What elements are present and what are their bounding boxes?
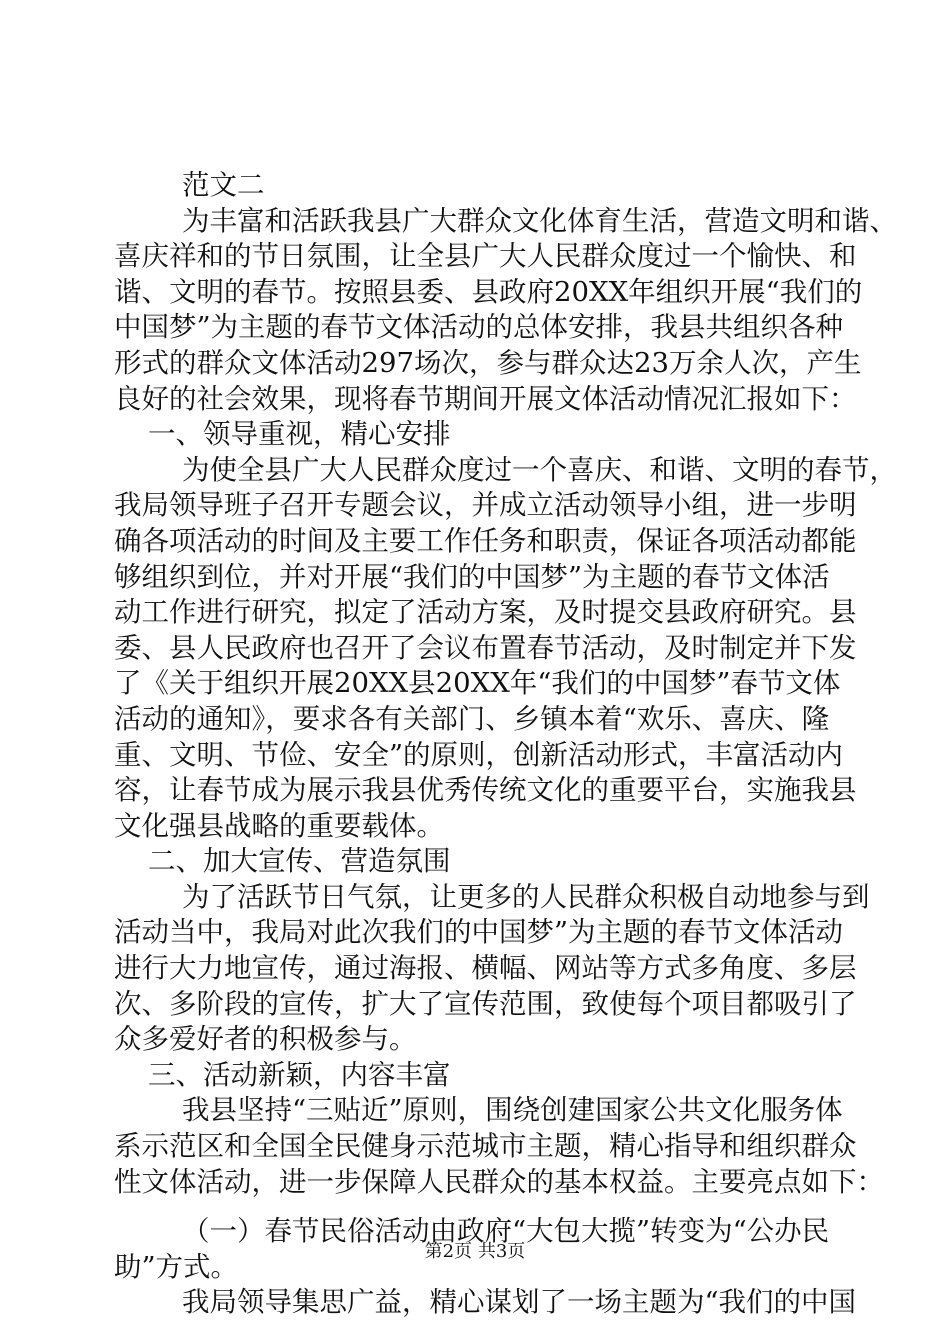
text-line: 形式的群众文体活动297场次，参与群众达23万余人次，产生 bbox=[114, 346, 862, 379]
text-line: 为丰富和活跃我县广大群众文化体育生活，营造文明和谐、 bbox=[182, 204, 897, 237]
text-line: 一、领导重视，精心安排 bbox=[148, 418, 451, 451]
text-line: 谐、文明的春节。按照县委、县政府20XX年组织开展“我们的 bbox=[114, 275, 863, 308]
page-footer: 第2页 共3页 bbox=[424, 1241, 526, 1262]
text-line: 我局领导班子召开专题会议，并成立活动领导小组，进一步明 bbox=[114, 489, 857, 522]
text-line: 系示范区和全国全民健身示范城市主题，精心指导和组织群众 bbox=[114, 1130, 857, 1163]
text-line: （一）春节民俗活动由政府“大包大揽”转变为“公办民 bbox=[182, 1215, 830, 1248]
text-line: 众多爱好者的积极参与。 bbox=[114, 1023, 417, 1056]
text-line: 为使全县广大人民群众度过一个喜庆、和谐、文明的春节， bbox=[182, 453, 897, 486]
text-line: 我县坚持“三贴近”原则，围绕创建国家公共文化服务体 bbox=[182, 1094, 843, 1127]
text-line bbox=[114, 1200, 838, 1214]
text-line: 够组织到位，并对开展“我们的中国梦”为主题的春节文体活 bbox=[114, 560, 830, 593]
text-line: 文化强县战略的重要载体。 bbox=[114, 809, 444, 842]
text-line: 为了活跃节日气氛，让更多的人民群众积极自动地参与到 bbox=[182, 880, 870, 913]
text-line: 了《关于组织开展20XX县20XX年“我们的中国梦”春节文体 bbox=[114, 667, 841, 700]
text-line: 性文体活动，进一步保障人民群众的基本权益。主要亮点如下： bbox=[114, 1165, 884, 1198]
text-line: 二、加大宣传、营造氛围 bbox=[148, 845, 451, 878]
text-line: 中国梦”为主题的春节文体活动的总体安排，我县共组织各种 bbox=[114, 311, 844, 344]
text-line: 良好的社会效果，现将春节期间开展文体活动情况汇报如下： bbox=[114, 382, 857, 415]
text-line: 我局领导集思广益，精心谋划了一场主题为“我们的中国 bbox=[182, 1286, 857, 1319]
text-line: 次、多阶段的宣传，扩大了宣传范围，致使每个项目都吸引了 bbox=[114, 987, 857, 1020]
text-line: 助”方式。 bbox=[114, 1250, 239, 1283]
text-line: 动工作进行研究，拟定了活动方案，及时提交县政府研究。县 bbox=[114, 596, 857, 629]
text-line: 容，让春节成为展示我县优秀传统文化的重要平台，实施我县 bbox=[114, 774, 857, 807]
text-line: 确各项活动的时间及主要工作任务和职责，保证各项活动都能 bbox=[114, 524, 857, 557]
document-body bbox=[114, 168, 897, 1321]
text-line: 进行大力地宣传，通过海报、横幅、网站等方式多角度、多层 bbox=[114, 952, 857, 985]
text-line: 活动当中，我局对此次我们的中国梦”为主题的春节文体活动 bbox=[114, 916, 844, 949]
text-line: 委、县人民政府也召开了会议布置春节活动，及时制定并下发 bbox=[114, 631, 857, 664]
text-line: 范文二 bbox=[182, 169, 265, 201]
text-line: 活动的通知》，要求各有关部门、乡镇本着“欢乐、喜庆、隆 bbox=[114, 702, 830, 735]
text-line: 三、活动新颖，内容丰富 bbox=[148, 1058, 451, 1091]
text-line: 喜庆祥和的节日氛围，让全县广大人民群众度过一个愉快、和 bbox=[114, 240, 857, 273]
text-line: 重、文明、节俭、安全”的原则，创新活动形式，丰富活动内 bbox=[114, 738, 844, 771]
